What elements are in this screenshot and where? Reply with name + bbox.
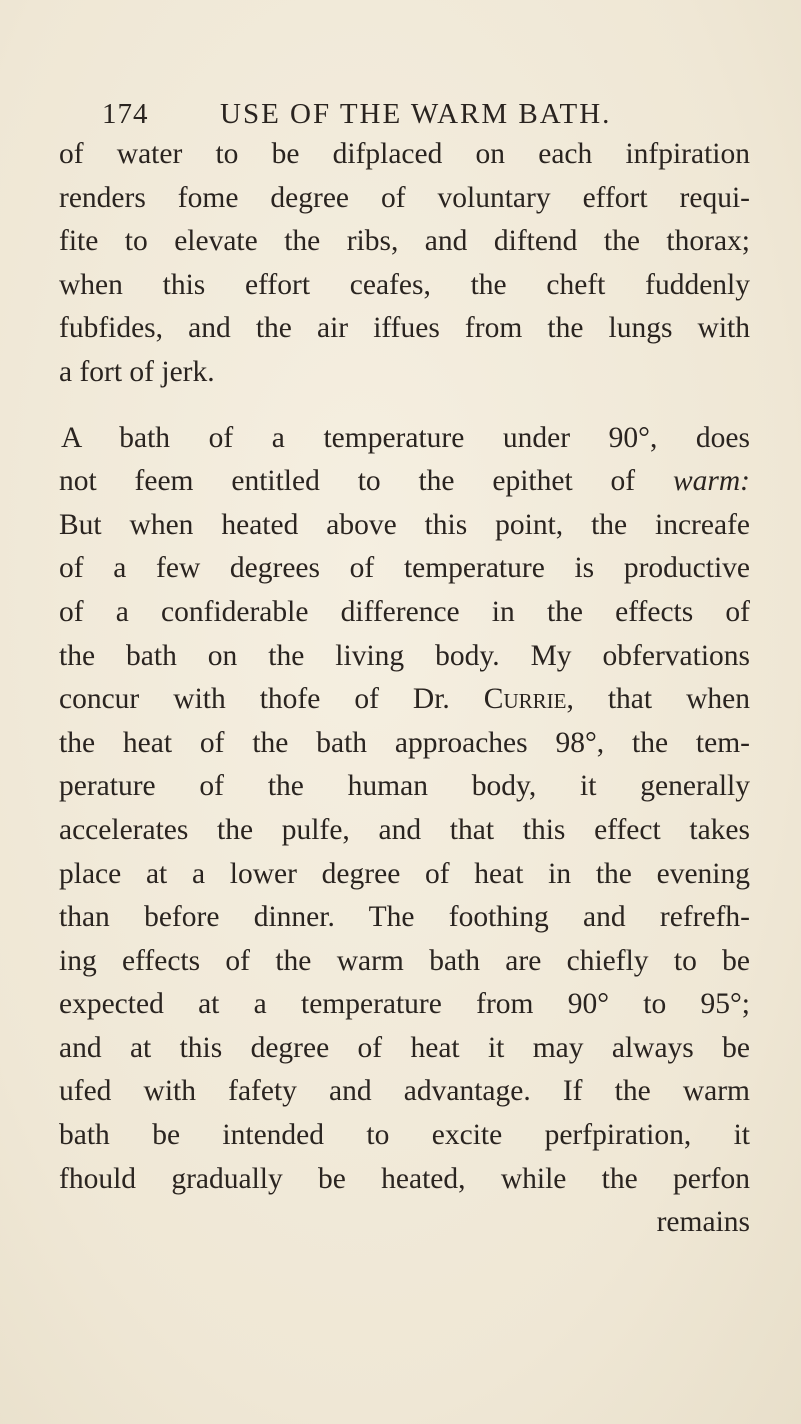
text-line: of a few degrees of temperature is productive [59,552,750,585]
text-span: not feem entitled to the epithet of [59,465,636,498]
text-line: fhould gradually be heated, while the perfon [59,1162,750,1195]
page-number: 174 [102,98,149,130]
text-line: perature of the human body, it generally [59,770,750,803]
text-line: renders fome degree of voluntary effort requi- [59,181,750,214]
text-span: concur with thofe of Dr. [59,683,450,716]
text-line: the heat of the bath approaches 98°, the tem- [59,726,750,759]
running-header [102,98,742,134]
text-line: accelerates the pulfe, and that this effect takes [59,813,750,846]
text-line: But when heated above this point, the increafe [59,508,750,541]
text-line: when this effort ceafes, the cheft fuddenly [59,268,750,301]
text-line: the bath on the living body. My obfervations [59,639,750,672]
text-line: of a confiderable difference in the effects of [59,595,750,628]
text-line: and at this degree of heat it may always be [59,1031,750,1064]
text-span: , that when [566,683,750,716]
text-line: than before dinner. The foothing and refrefh- [59,901,750,934]
text-line: a fort of jerk. [59,355,215,388]
text-line: fite to elevate the ribs, and diftend the thorax; [59,225,750,258]
text-line: of water to be difplaced on each infpiration [59,138,750,170]
text-line [55,678,750,722]
text-line: ufed with fafety and advantage. If the warm [59,1075,750,1108]
paragraph-gap [55,395,750,417]
text-line: fubfides, and the air iffues from the lungs with [59,312,750,345]
text-line: ing effects of the warm bath are chiefly to be [59,944,750,977]
text-line [55,460,750,504]
running-head-title: USE OF THE WARM BATH. [220,98,612,130]
italic-word: warm: [672,465,750,498]
text-line: bath be intended to excite perfpiration, it [59,1119,750,1152]
body-text [55,133,750,1245]
text-line: place at a lower degree of heat in the evening [59,857,750,890]
text-line: A bath of a temperature under 90°, does [61,421,750,454]
catchword: remains [656,1206,750,1239]
text-line: expected at a temperature from 90° to 95°; [59,988,750,1021]
author-name: Currie [483,683,567,716]
